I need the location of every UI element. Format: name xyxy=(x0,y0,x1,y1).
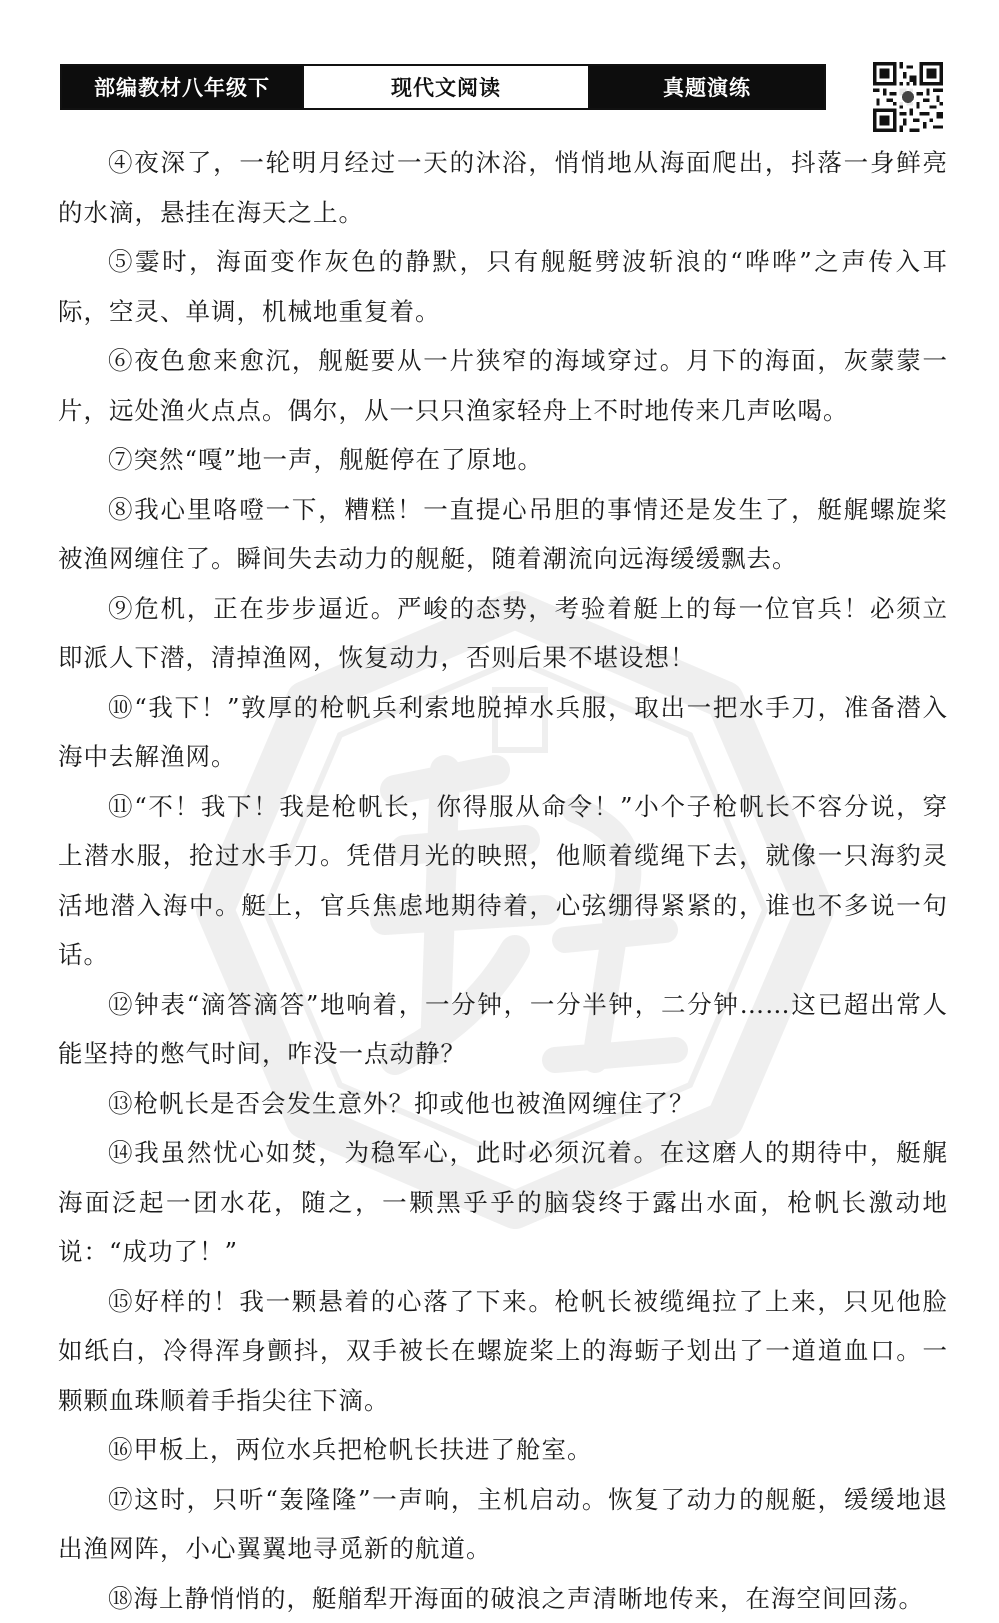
paragraph-11: ⑪“不！我下！我是枪帆长，你得服从命令！”小个子枪帆长不容分说，穿上潜水服，抢过水手刀。凭借月光的映照，他顺着缆绳下去，就像一只海豹灵活地潜入海中。艇上，官兵焦虑地期待着，心弦绷得紧紧的，谁也不多说一句话。 xyxy=(58,782,948,980)
paragraph-13: ⑬枪帆长是否会发生意外？抑或他也被渔网缠住了？ xyxy=(58,1079,948,1129)
paragraph-14: ⑭我虽然忧心如焚，为稳军心，此时必须沉着。在这磨人的期待中，艇艉海面泛起一团水花，随之，一颗黑乎乎的脑袋终于露出水面，枪帆长激动地说：“成功了！” xyxy=(58,1128,948,1277)
paragraph-10: ⑩“我下！”敦厚的枪帆兵利索地脱掉水兵服，取出一把水手刀，准备潜入海中去解渔网。 xyxy=(58,683,948,782)
paragraph-16: ⑯甲板上，两位水兵把枪帆长扶进了舱室。 xyxy=(58,1425,948,1475)
paragraph-6: ⑥夜色愈来愈沉，舰艇要从一片狭窄的海域穿过。月下的海面，灰蒙蒙一片，远处渔火点点。偶尔，从一只只渔家轻舟上不时地传来几声吆喝。 xyxy=(58,336,948,435)
paragraph-17: ⑰这时，只听“轰隆隆”一声响，主机启动。恢复了动力的舰艇，缓缓地退出渔网阵，小心翼翼地寻觅新的航道。 xyxy=(58,1475,948,1574)
paragraph-15: ⑮好样的！我一颗悬着的心落了下来。枪帆长被缆绳拉了上来，只见他脸如纸白，冷得浑身颤抖，双手被长在螺旋桨上的海蛎子划出了一道道血口。一颗颗血珠顺着手指尖往下滴。 xyxy=(58,1277,948,1426)
paragraph-5: ⑤霎时，海面变作灰色的静默，只有舰艇劈波斩浪的“哗哗”之声传入耳际，空灵、单调，机械地重复着。 xyxy=(58,237,948,336)
article-body xyxy=(58,138,948,1623)
paragraph-8: ⑧我心里咯噔一下，糟糕！一直提心吊胆的事情还是发生了，艇艉螺旋桨被渔网缠住了。瞬间失去动力的舰艇，随着潮流向远海缓缓飘去。 xyxy=(58,485,948,584)
paragraph-18: ⑱海上静悄悄的，艇艏犁开海面的破浪之声清晰地传来，在海空间回荡。 xyxy=(58,1574,948,1623)
page-header xyxy=(60,64,826,110)
paragraph-9: ⑨危机，正在步步逼近。严峻的态势，考验着艇上的每一位官兵！必须立即派人下潜，清掉渔网，恢复动力，否则后果不堪设想！ xyxy=(58,584,948,683)
paragraph-7: ⑦突然“嘎”地一声，舰艇停在了原地。 xyxy=(58,435,948,485)
paragraph-12: ⑫钟表“滴答滴答”地响着，一分钟，一分半钟，二分钟……这已超出常人能坚持的憋气时间，咋没一点动静？ xyxy=(58,980,948,1079)
paragraph-4: ④夜深了，一轮明月经过一天的沐浴，悄悄地从海面爬出，抖落一身鲜亮的水滴，悬挂在海天之上。 xyxy=(58,138,948,237)
header-practice-label: 真题演练 xyxy=(590,66,824,108)
qr-code-icon[interactable] xyxy=(873,62,943,132)
header-section-label: 现代文阅读 xyxy=(302,66,590,108)
header-textbook-label: 部编教材八年级下 xyxy=(62,66,302,108)
